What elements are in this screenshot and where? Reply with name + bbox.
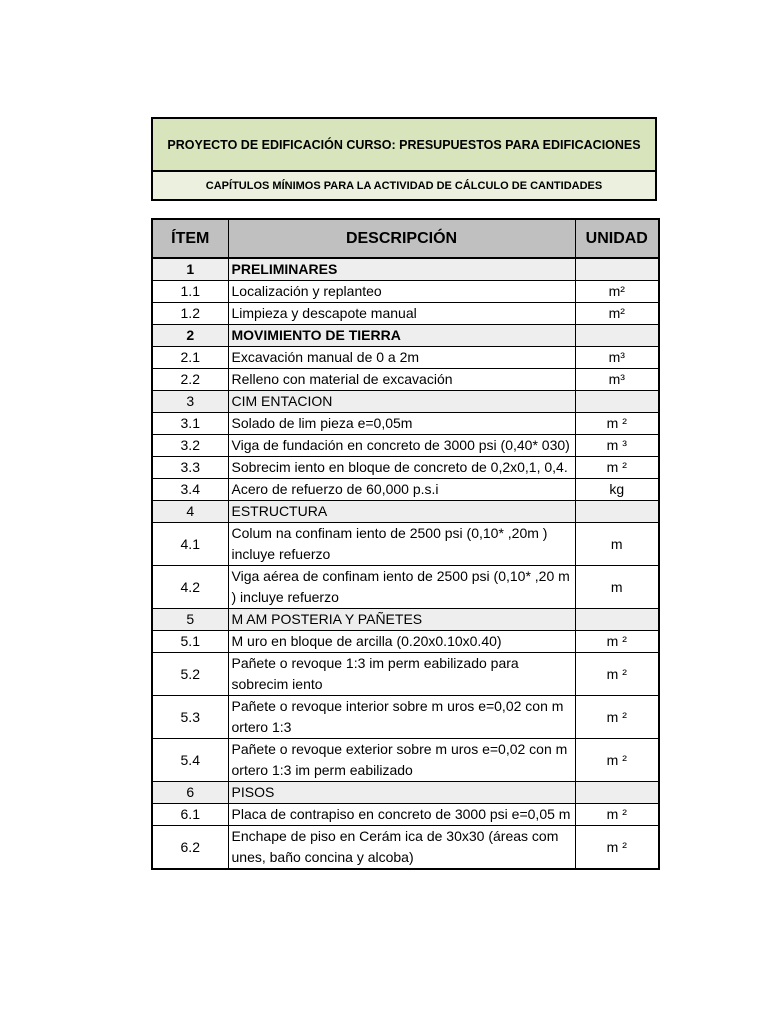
cell-description: Acero de refuerzo de 60,000 p.s.i: [228, 479, 575, 501]
cell-item: 3.4: [152, 479, 228, 501]
cell-description: Limpieza y descapote manual: [228, 303, 575, 325]
cell-item: 5: [152, 609, 228, 631]
column-header-unit: UNIDAD: [575, 219, 659, 258]
cell-description: Placa de contrapiso en concreto de 3000 psi e=0,05 m: [228, 804, 575, 826]
cell-item: 6.1: [152, 804, 228, 826]
cell-description: Viga aérea de confinam iento de 2500 psi (0,10* ,20 m ) incluye refuerzo: [228, 566, 575, 609]
cell-item: 2: [152, 325, 228, 347]
cell-description: Sobrecim iento en bloque de concreto de 0,2x0,1, 0,4.: [228, 457, 575, 479]
table-row: [152, 653, 659, 696]
cell-description: PISOS: [228, 782, 575, 804]
cell-item: 5.2: [152, 653, 228, 696]
table-row: [152, 457, 659, 479]
cell-item: 5.4: [152, 739, 228, 782]
cell-description: Solado de lim pieza e=0,05m: [228, 413, 575, 435]
table-row: [152, 523, 659, 566]
chapter-row: [152, 782, 659, 804]
cell-item: 6: [152, 782, 228, 804]
table-row: [152, 696, 659, 739]
cell-item: 1.2: [152, 303, 228, 325]
cell-description: Relleno con material de excavación: [228, 369, 575, 391]
table-row: [152, 566, 659, 609]
cell-description: M uro en bloque de arcilla (0.20x0.10x0.40): [228, 631, 575, 653]
cell-item: 4.1: [152, 523, 228, 566]
cell-item: 4: [152, 501, 228, 523]
column-header-item: ÍTEM: [152, 219, 228, 258]
column-header-description: DESCRIPCIÓN: [228, 219, 575, 258]
cell-item: 3.3: [152, 457, 228, 479]
table-row: [152, 804, 659, 826]
cell-unit: m: [575, 523, 659, 566]
cell-item: 3: [152, 391, 228, 413]
cell-item: 6.2: [152, 826, 228, 870]
cell-unit: m ²: [575, 413, 659, 435]
cell-unit: m ²: [575, 739, 659, 782]
table-row: [152, 413, 659, 435]
cell-description: Pañete o revoque exterior sobre m uros e=0,02 con m ortero 1:3 im perm eabilizado: [228, 739, 575, 782]
cell-unit: kg: [575, 479, 659, 501]
table-header-row: [152, 219, 659, 258]
cell-description: Viga de fundación en concreto de 3000 psi (0,40* 030): [228, 435, 575, 457]
cell-description: Localización y replanteo: [228, 281, 575, 303]
cell-unit: m²: [575, 303, 659, 325]
cell-item: 5.3: [152, 696, 228, 739]
cell-description: CIM ENTACION: [228, 391, 575, 413]
cell-unit: m ³: [575, 435, 659, 457]
cell-item: 5.1: [152, 631, 228, 653]
cell-item: 1: [152, 258, 228, 281]
table-row: [152, 281, 659, 303]
cell-unit: m ²: [575, 631, 659, 653]
cell-item: 4.2: [152, 566, 228, 609]
cell-description: ESTRUCTURA: [228, 501, 575, 523]
cell-description: Colum na confinam iento de 2500 psi (0,10* ,20m ) incluye refuerzo: [228, 523, 575, 566]
cell-item: 2.1: [152, 347, 228, 369]
chapter-row: [152, 325, 659, 347]
cell-description: M AM POSTERIA Y PAÑETES: [228, 609, 575, 631]
table-row: [152, 826, 659, 870]
cell-unit: m ²: [575, 804, 659, 826]
quantities-table: [151, 218, 660, 870]
cell-unit: m²: [575, 281, 659, 303]
table-row: [152, 739, 659, 782]
cell-description: Pañete o revoque interior sobre m uros e=0,02 con m ortero 1:3: [228, 696, 575, 739]
cell-item: 1.1: [152, 281, 228, 303]
table-row: [152, 631, 659, 653]
cell-description: PRELIMINARES: [228, 258, 575, 281]
project-title-box: [151, 117, 657, 201]
project-title: PROYECTO DE EDIFICACIÓN CURSO: PRESUPUESTOS PARA EDIFICACIONES: [153, 119, 655, 172]
chapter-row: [152, 258, 659, 281]
cell-unit: [575, 325, 659, 347]
table-row: [152, 303, 659, 325]
cell-unit: m: [575, 566, 659, 609]
cell-unit: [575, 501, 659, 523]
chapter-row: [152, 609, 659, 631]
cell-unit: m ²: [575, 457, 659, 479]
project-subtitle: CAPÍTULOS MÍNIMOS PARA LA ACTIVIDAD DE CÁLCULO DE CANTIDADES: [153, 172, 655, 199]
chapter-row: [152, 391, 659, 413]
cell-description: Enchape de piso en Cerám ica de 30x30 (áreas com unes, baño concina y alcoba): [228, 826, 575, 870]
cell-item: 3.2: [152, 435, 228, 457]
cell-item: 3.1: [152, 413, 228, 435]
cell-unit: m³: [575, 347, 659, 369]
table-row: [152, 435, 659, 457]
cell-description: Excavación manual de 0 a 2m: [228, 347, 575, 369]
table-row: [152, 347, 659, 369]
cell-description: MOVIMIENTO DE TIERRA: [228, 325, 575, 347]
cell-unit: m ²: [575, 653, 659, 696]
cell-unit: m ²: [575, 696, 659, 739]
cell-unit: [575, 782, 659, 804]
cell-unit: [575, 391, 659, 413]
chapter-row: [152, 501, 659, 523]
cell-unit: [575, 258, 659, 281]
cell-unit: m³: [575, 369, 659, 391]
table-row: [152, 479, 659, 501]
cell-description: Pañete o revoque 1:3 im perm eabilizado para sobrecim iento: [228, 653, 575, 696]
cell-unit: [575, 609, 659, 631]
table-row: [152, 369, 659, 391]
cell-item: 2.2: [152, 369, 228, 391]
cell-unit: m ²: [575, 826, 659, 870]
